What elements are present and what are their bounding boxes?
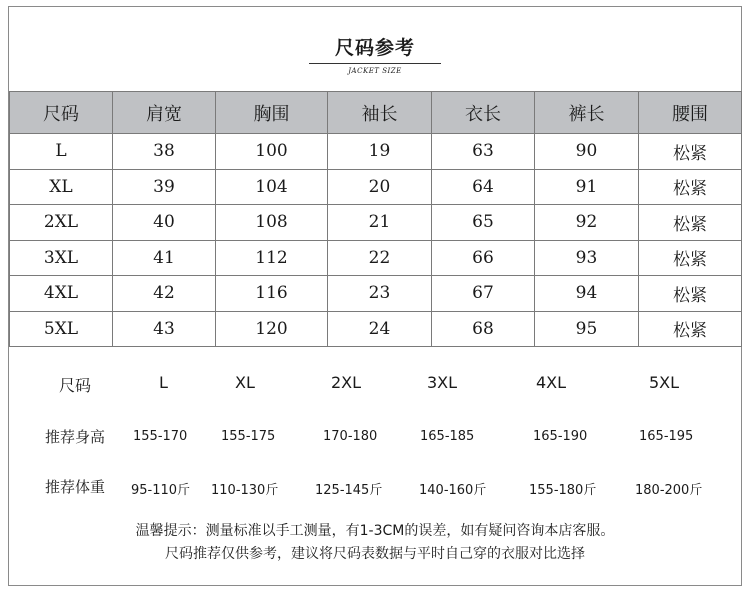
table-row	[10, 240, 742, 276]
table-row	[10, 134, 742, 170]
header-sleeve: 袖长	[328, 92, 432, 134]
recommend-height-label: 推荐身高	[45, 428, 106, 446]
table-cell: 松紧	[639, 134, 742, 170]
table-cell: 24	[328, 311, 432, 347]
header-size: 尺码	[10, 92, 113, 134]
table-cell: 93	[535, 240, 639, 276]
table-cell: 67	[432, 276, 535, 312]
table-cell: 92	[535, 205, 639, 241]
table-cell: 104	[216, 169, 328, 205]
table-cell: 19	[328, 134, 432, 170]
table-cell: 23	[328, 276, 432, 312]
recommend-height: 155-175	[221, 429, 276, 444]
recommendation-section	[9, 345, 741, 585]
recommend-weight: 180-200斤	[635, 483, 703, 498]
recommend-size: 4XL	[536, 373, 567, 392]
table-cell: 40	[113, 205, 216, 241]
table-cell: 松紧	[639, 205, 742, 241]
chart-title: 尺码参考	[334, 37, 415, 59]
recommend-weight: 125-145斤	[315, 483, 383, 498]
table-cell: 94	[535, 276, 639, 312]
table-cell: 松紧	[639, 169, 742, 205]
title-underline	[309, 63, 441, 64]
table-cell: 42	[113, 276, 216, 312]
table-cell: L	[10, 134, 113, 170]
tip-note: 温馨提示：测量标准以手工测量，有1-3CM的误差，如有疑问咨询本店客服。	[135, 523, 615, 539]
recommend-height: 165-195	[639, 429, 694, 444]
recommend-weight: 95-110斤	[131, 483, 191, 498]
table-cell: 90	[535, 134, 639, 170]
table-row	[10, 205, 742, 241]
header-shoulder: 肩宽	[113, 92, 216, 134]
recommend-weight-label: 推荐体重	[45, 478, 106, 496]
table-cell: 4XL	[10, 276, 113, 312]
table-cell: 112	[216, 240, 328, 276]
table-row	[10, 276, 742, 312]
recommend-height: 170-180	[323, 429, 378, 444]
table-cell: 100	[216, 134, 328, 170]
table-header-row	[10, 92, 742, 134]
header-pants-length: 裤长	[535, 92, 639, 134]
chart-header	[9, 7, 741, 91]
table-cell: 松紧	[639, 311, 742, 347]
recommend-height: 165-185	[420, 429, 475, 444]
header-chest: 胸围	[216, 92, 328, 134]
table-cell: 116	[216, 276, 328, 312]
recommend-height: 155-170	[133, 429, 188, 444]
table-cell: 68	[432, 311, 535, 347]
table-cell: 108	[216, 205, 328, 241]
table-row	[10, 169, 742, 205]
size-chart-card	[8, 6, 742, 586]
table-cell: 松紧	[639, 276, 742, 312]
table-cell: 95	[535, 311, 639, 347]
table-cell: 5XL	[10, 311, 113, 347]
table-cell: 39	[113, 169, 216, 205]
table-cell: 38	[113, 134, 216, 170]
table-cell: 21	[328, 205, 432, 241]
size-table	[9, 91, 742, 347]
header-waist: 腰围	[639, 92, 742, 134]
table-cell: 65	[432, 205, 535, 241]
recommend-size-label: 尺码	[59, 376, 92, 395]
recommend-size: 3XL	[427, 373, 458, 392]
recommend-weight: 110-130斤	[211, 483, 279, 498]
recommend-size: XL	[235, 373, 255, 392]
recommend-height: 165-190	[533, 429, 588, 444]
recommendation-note: 尺码推荐仅供参考，建议将尺码表数据与平时自己穿的衣服对比选择	[165, 546, 585, 562]
table-cell: XL	[10, 169, 113, 205]
table-cell: 20	[328, 169, 432, 205]
recommend-weight: 140-160斤	[419, 483, 487, 498]
table-cell: 3XL	[10, 240, 113, 276]
table-cell: 22	[328, 240, 432, 276]
recommend-size: 5XL	[649, 373, 680, 392]
recommend-size: L	[159, 373, 168, 392]
table-cell: 91	[535, 169, 639, 205]
table-row	[10, 311, 742, 347]
table-cell: 64	[432, 169, 535, 205]
table-cell: 120	[216, 311, 328, 347]
chart-subtitle: JACKET SIZE	[348, 67, 402, 75]
table-cell: 66	[432, 240, 535, 276]
header-length: 衣长	[432, 92, 535, 134]
recommend-weight: 155-180斤	[529, 483, 597, 498]
table-cell: 43	[113, 311, 216, 347]
table-cell: 63	[432, 134, 535, 170]
recommend-size: 2XL	[331, 373, 362, 392]
table-cell: 松紧	[639, 240, 742, 276]
table-cell: 41	[113, 240, 216, 276]
table-cell: 2XL	[10, 205, 113, 241]
